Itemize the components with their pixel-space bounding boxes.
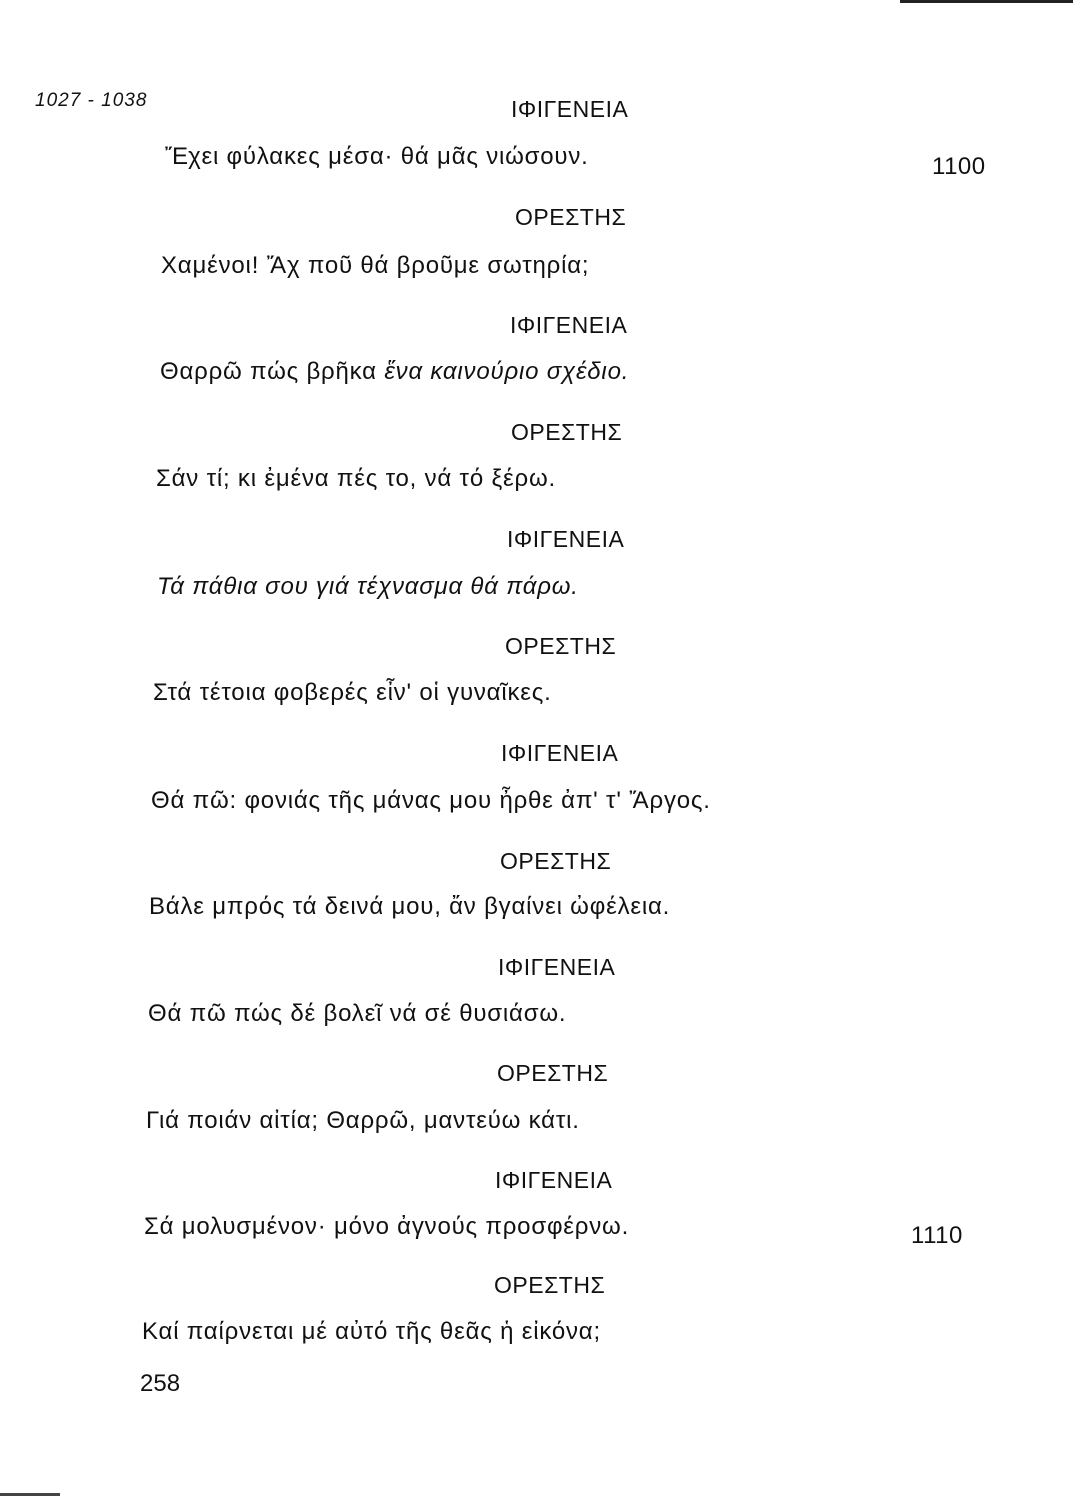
verse-line — [142, 1318, 601, 1346]
verse-line — [144, 1213, 629, 1241]
speaker-label: ΙΦΙΓΕΝΕΙΑ — [498, 954, 616, 980]
speaker-label: ΙΦΙΓΕΝΕΙΑ — [495, 1167, 613, 1193]
verse-line-number: 1100 — [932, 153, 986, 180]
verse-text: Θαρρῶ πώς βρῆκα — [160, 358, 385, 385]
verse-line-number: 1110 — [911, 1222, 963, 1249]
verse-text-italic: Τά πάθια σου γιά τέχνασμα θά πάρω. — [157, 573, 579, 600]
speaker-label: ΟΡΕΣΤΗΣ — [515, 204, 627, 230]
verse-text-italic: ἕνα καινούριο σχέδιο. — [384, 358, 630, 385]
verse-line — [165, 143, 589, 171]
verse-line — [149, 893, 670, 921]
top-edge-rule — [900, 0, 1073, 3]
verse-text: Θά πῶ πώς δέ βολεῖ νά σέ θυσιάσω. — [148, 1000, 567, 1027]
verse-line — [151, 787, 711, 815]
verse-line — [146, 1107, 580, 1135]
speaker-label: ΙΦΙΓΕΝΕΙΑ — [507, 526, 625, 552]
verse-text: Βάλε μπρός τά δεινά μου, ἄν βγαίνει ὠφέλεια. — [149, 893, 671, 920]
speaker-label: ΟΡΕΣΤΗΣ — [505, 633, 617, 659]
speaker-label: ΟΡΕΣΤΗΣ — [500, 848, 612, 874]
speaker-label: ΟΡΕΣΤΗΣ — [497, 1060, 609, 1086]
page-number: 258 — [140, 1370, 181, 1397]
verse-text: Ἔχει φύλακες μέσα· θά μᾶς νιώσουν. — [165, 143, 589, 170]
verse-line — [161, 252, 589, 280]
speaker-label: ΙΦΙΓΕΝΕΙΑ — [511, 96, 629, 122]
verse-line — [153, 679, 552, 707]
verse-text: Σάν τί; κι ἐμένα πές το, νά τό ξέρω. — [156, 465, 556, 492]
verse-text: Θά πῶ: φονιάς τῆς μάνας μου ἦρθε ἀπ' τ' Ἄργος. — [151, 787, 711, 814]
verse-line — [157, 573, 579, 601]
verse-text: Στά τέτοια φοβερές εἶν' οἱ γυναῖκες. — [153, 679, 552, 706]
line-reference: 1027 - 1038 — [35, 90, 148, 111]
verse-text: Καί παίρνεται μέ αὐτό τῆς θεᾶς ἡ εἰκόνα; — [142, 1318, 601, 1345]
verse-line — [148, 1000, 566, 1028]
verse-text: Σά μολυσμένον· μόνο ἀγνούς προσφέρνω. — [144, 1213, 630, 1240]
verse-line — [156, 465, 556, 493]
speaker-label: ΙΦΙΓΕΝΕΙΑ — [510, 312, 628, 338]
speaker-label: ΟΡΕΣΤΗΣ — [494, 1272, 606, 1298]
speaker-label: ΙΦΙΓΕΝΕΙΑ — [501, 740, 619, 766]
verse-line — [160, 358, 629, 386]
speaker-label: ΟΡΕΣΤΗΣ — [511, 419, 623, 445]
verse-text: Χαμένοι! Ἄχ ποῦ θά βροῦμε σωτηρία; — [161, 252, 590, 279]
verse-text: Γιά ποιάν αἰτία; Θαρρῶ, μαντεύω κάτι. — [146, 1107, 580, 1134]
bottom-edge-rule — [0, 1493, 60, 1496]
